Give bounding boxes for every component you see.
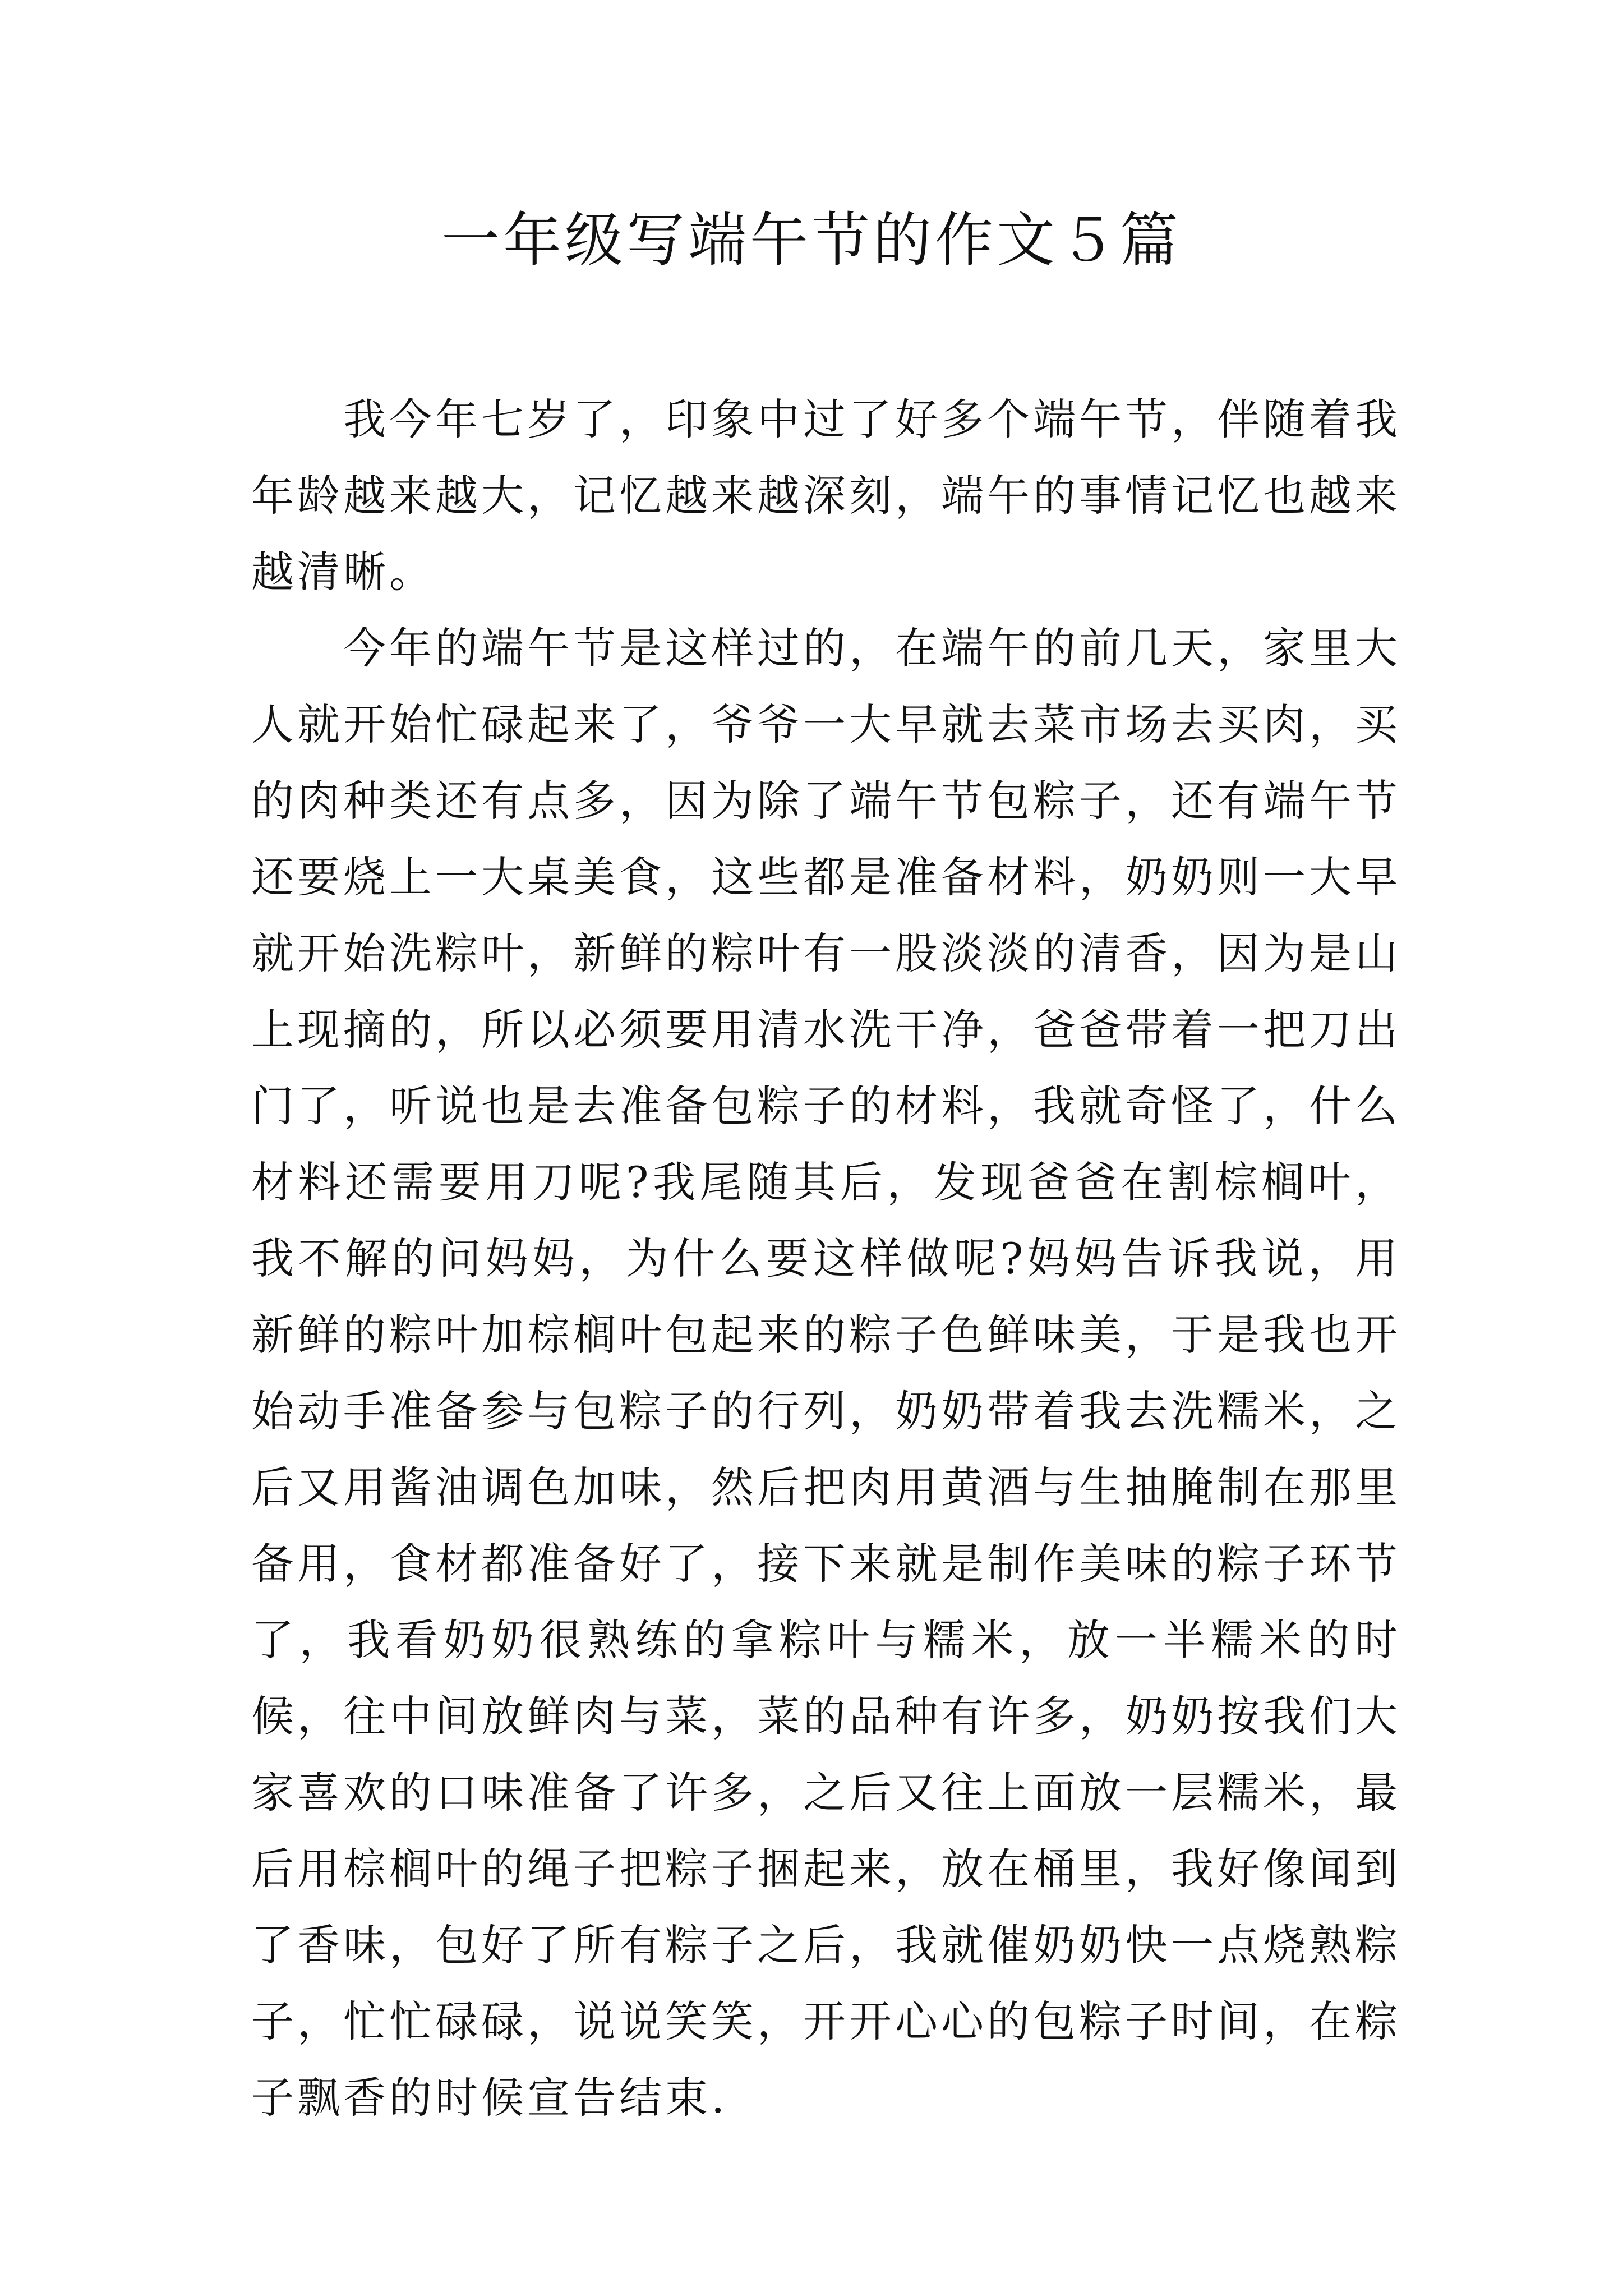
- paragraph-2: 今年的端午节是这样过的，在端午的前几天，家里大人就开始忙碌起来了，爷爷一大早就去菜市场去买肉，买的肉种类还有点多，因为除了端午节包粽子，还有端午节还要烧上一大桌美食，这些都是准备材料，奶奶则一大早就开始洗粽叶，新鲜的粽叶有一股淡淡的清香，因为是山上现摘的，所以必须要用清水洗干净，爸爸带着一把刀出门了，听说也是去准备包粽子的材料，我就奇怪了，什么材料还需要用刀呢?我尾随其后，发现爸爸在割棕榈叶，我不解的问妈妈，为什么要这样做呢?妈妈告诉我说，用新鲜的粽叶加棕榈叶包起来的粽子色鲜味美，于是我也开始动手准备参与包粽子的行列，奶奶带着我去洗糯米，之后又用酱油调色加味，然后把肉用黄酒与生抽腌制在那里备用，食材都准备好了，接下来就是制作美味的粽子环节了，我看奶奶很熟练的拿粽叶与糯米，放一半糯米的时候，往中间放鲜肉与菜，菜的品种有许多，奶奶按我们大家喜欢的口味准备了许多，之后又往上面放一层糯米，最后用棕榈叶的绳子把粽子捆起来，放在桶里，我好像闻到了香味，包好了所有粽子之后，我就催奶奶快一点烧熟粽子，忙忙碌碌，说说笑笑，开开心心的包粽子时间，在粽子飘香的时候宣告结束.: [251, 623, 1401, 2123]
- document-body: [251, 381, 1401, 2136]
- page-title: 一年级写端午节的作文５篇: [441, 206, 1182, 274]
- paragraph-1: 我今年七岁了，印象中过了好多个端午节，伴随着我年龄越来越大，记忆越来越深刻，端午的事情记忆也越来越清晰。: [251, 394, 1401, 597]
